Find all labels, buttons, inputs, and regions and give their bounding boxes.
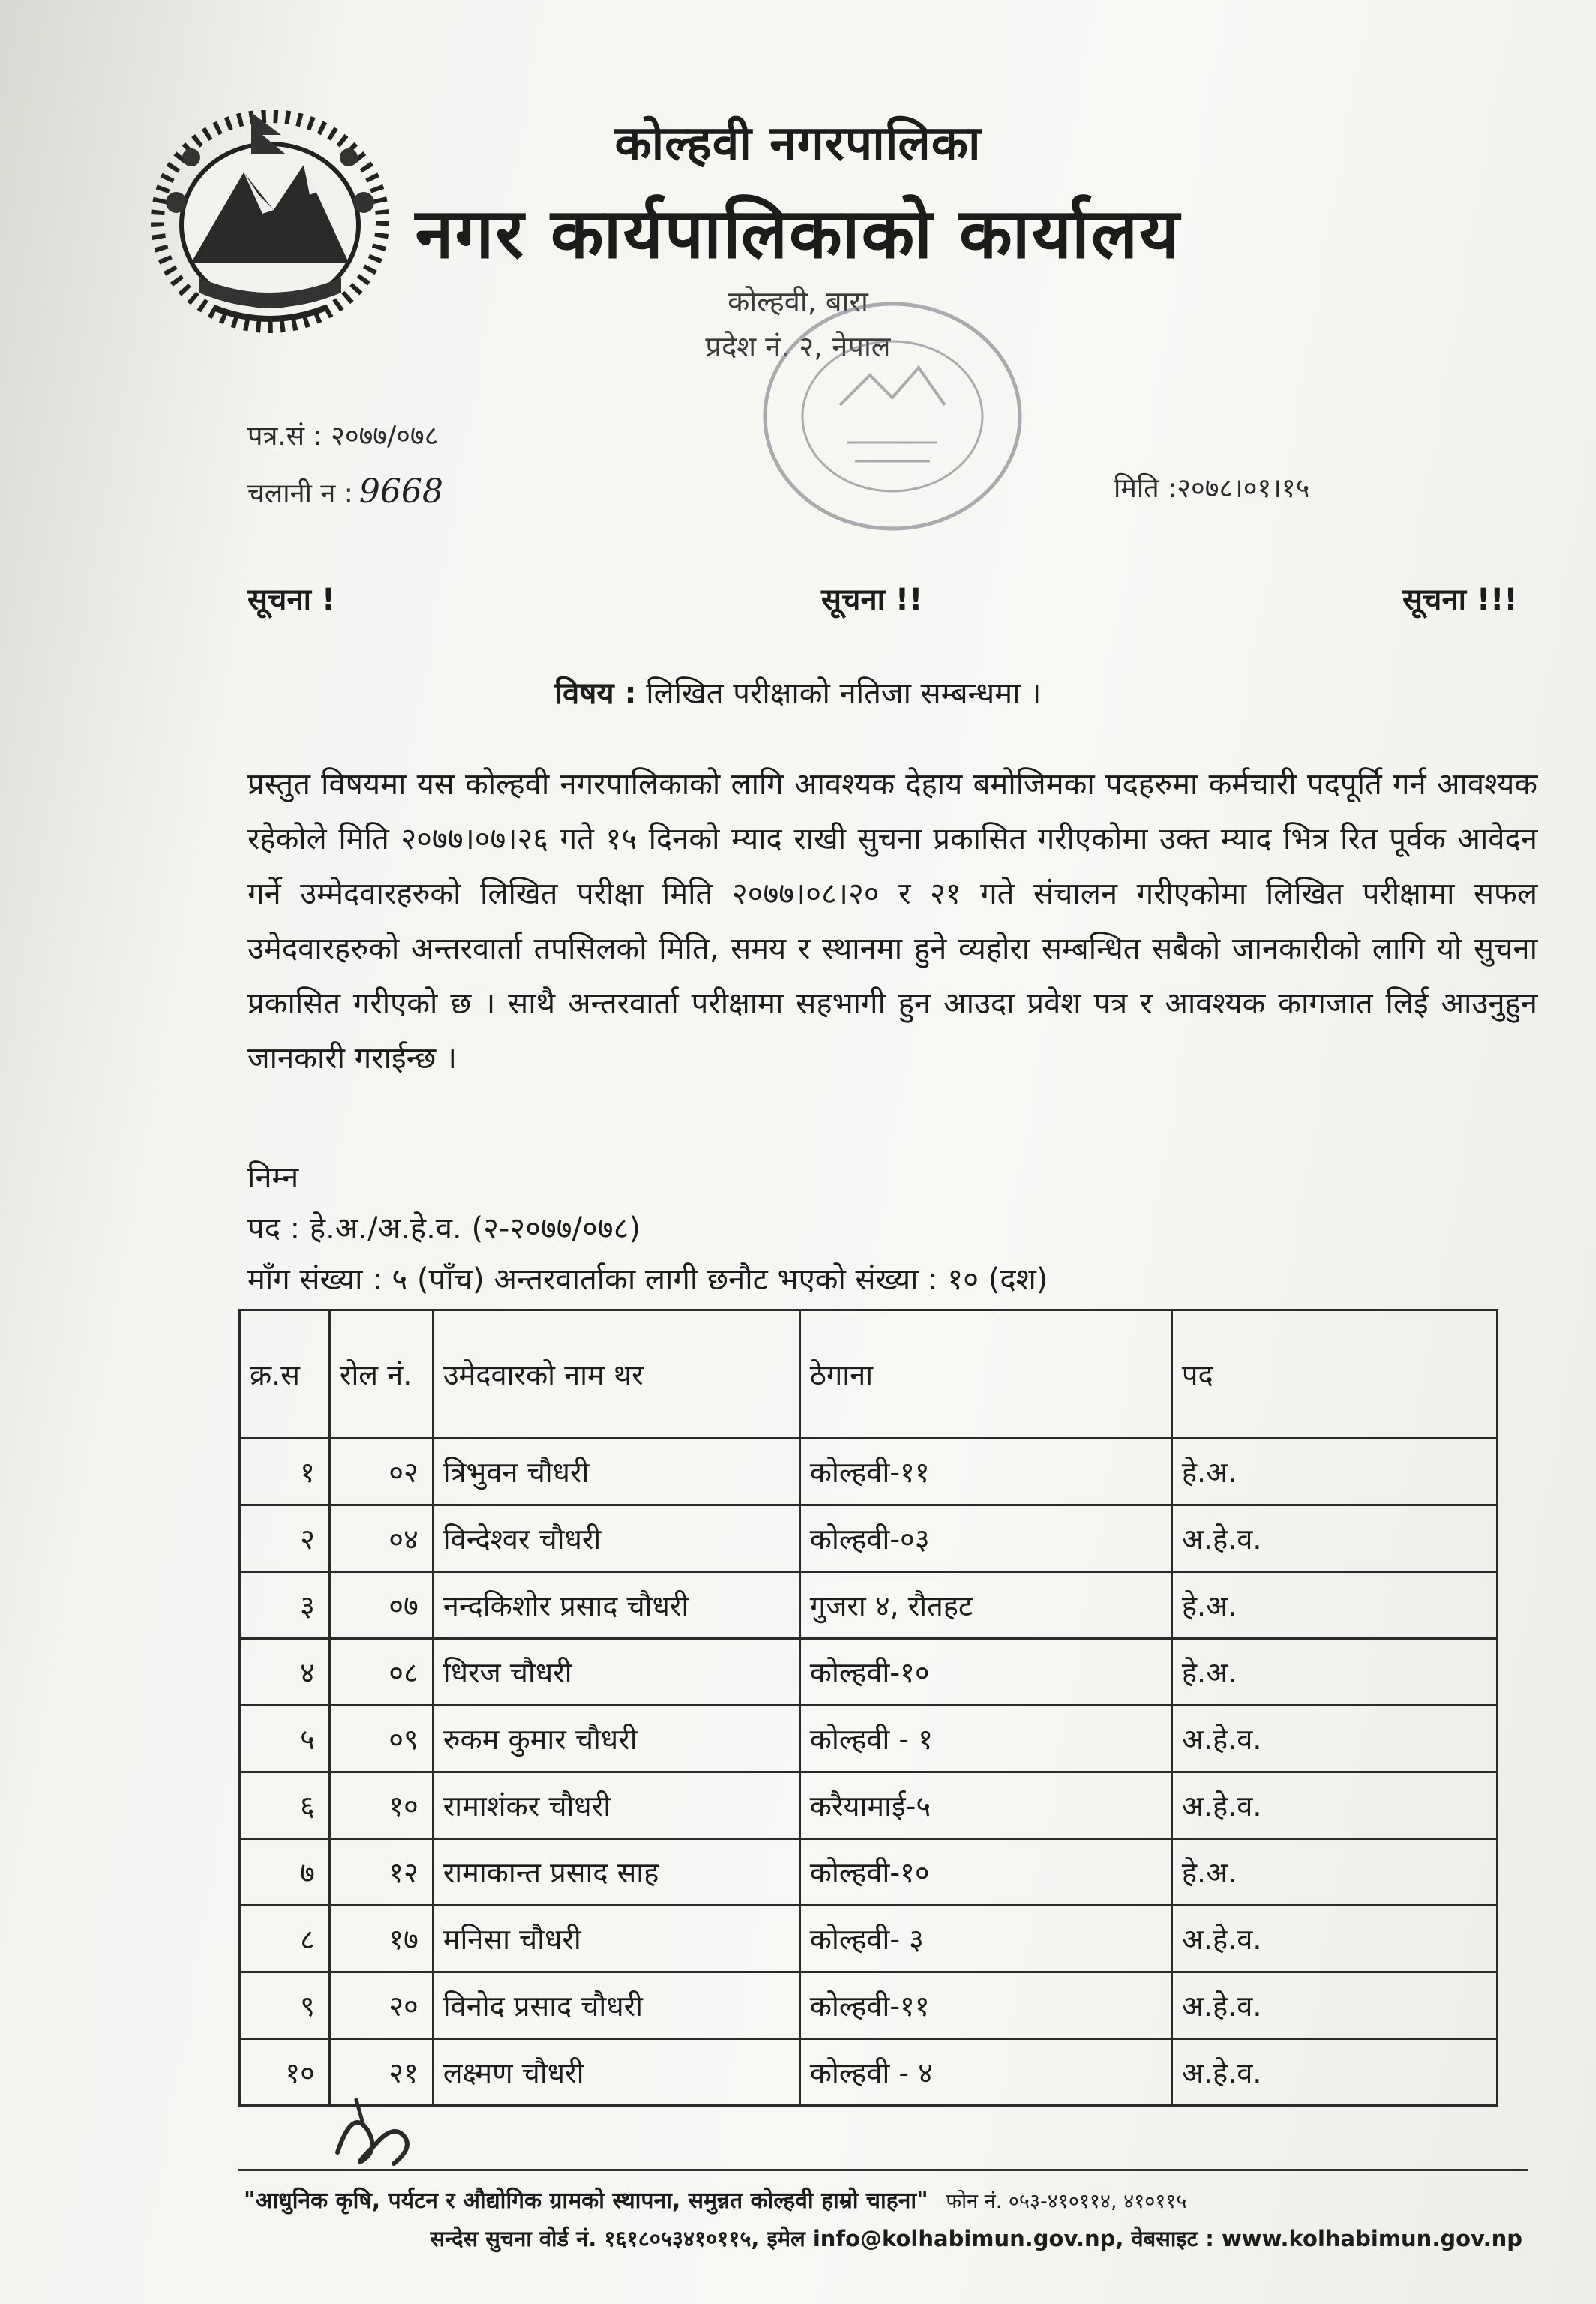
municipality-name: कोल्हवी नगरपालिका [614,116,982,172]
cell-name: रुकम कुमार चौधरी [433,1706,800,1772]
document-date [1114,469,1310,506]
header-roll: रोल नं. [329,1310,433,1438]
cell-serial: १ [240,1438,330,1505]
cell-address: कोल्हवी-११ [800,1438,1172,1505]
footer-slogan: "आधुनिक कृषि, पर्यटन र औद्योगिक ग्रामको स्थापना, समुन्नत कोल्हवी हाम्रो चाहना" [244,2188,928,2214]
cell-post: अ.हे.व. [1172,2039,1497,2106]
subject-text: लिखित परीक्षाको नतिजा सम्बन्धमा । [646,676,1042,711]
cell-roll: ०८ [329,1639,433,1706]
cell-serial: १० [240,2039,330,2106]
cell-serial: ३ [240,1572,330,1639]
cell-name: लक्ष्मण चौधरी [433,2039,800,2106]
cell-serial: ५ [240,1706,330,1772]
cell-serial: ८ [240,1906,330,1972]
cell-address: करैयामाई-५ [800,1772,1172,1839]
cell-post: अ.हे.व. [1172,1505,1497,1572]
cell-address: कोल्हवी-०३ [800,1505,1172,1572]
cell-post: हे.अ. [1172,1572,1497,1639]
date-label: मिति : [1114,473,1178,504]
cell-address: गुजरा ४, रौतहट [800,1572,1172,1639]
subject-line [0,671,1596,712]
handwritten-signature [322,2092,428,2175]
cell-name: नन्दकिशोर प्रसाद चौधरी [433,1572,800,1639]
table-row [240,1839,1498,1906]
cell-post: अ.हे.व. [1172,1706,1497,1772]
table-row [240,1772,1498,1839]
footer-contact: सन्देस सुचना वोर्ड नं. १६१८०५३४१०११५, इमेल info@kolhabimun.gov.np, वेबसाइट : www.kolhabimun.gov.np [430,2226,1522,2252]
cell-roll: २१ [329,2039,433,2106]
notice-left: सूचना ! [248,583,336,617]
cell-post: अ.हे.व. [1172,1772,1497,1839]
cell-name: विनोद प्रसाद चौधरी [433,1972,800,2039]
body-paragraph: प्रस्तुत विषयमा यस कोल्हवी नगरपालिकाको लागि आवश्यक देहाय बमोजिमका पदहरुमा कर्मचारी पदपूर्ति गर्न आवश्यक रहेकोले मिति २०७७।०७।२६ गते १५ दिनको म्याद राखी सुचना प्रकासित गरीएकोमा उक्त म्याद भित्र रित पूर्वक आवेदन गर्ने उम्मेदवारहरुको लिखित परीक्षा मिति २०७७।०८।२० र २१ गते संचालन गरीएकोमा लिखित परीक्षामा सफल उमेदवारहरुको अन्तरवार्ता तपसिलको मिति, समय र स्थानमा हुने व्यहोरा सम्बन्धित सबैको जानकारीको लागि यो सुचना प्रकासित गरीएको छ । साथै अन्तरवार्ता परीक्षामा सहभागी हुन आउदा प्रवेश पत्र र आवश्यक कागजात लिई आउनुहुन जानकारी गराईन्छ । [248,767,1538,1076]
cell-address: कोल्हवी- ३ [800,1906,1172,1972]
table-row [240,2039,1498,2106]
cell-post: हे.अ. [1172,1438,1497,1505]
header-serial: क्र.स [240,1310,330,1438]
dispatch-number-value: 9668 [358,472,443,511]
cell-roll: ०४ [329,1505,433,1572]
notice-center: सूचना !! [821,583,923,617]
cell-roll: ०२ [329,1438,433,1505]
cell-serial: ७ [240,1839,330,1906]
cell-name: त्रिभुवन चौधरी [433,1438,800,1505]
header-address: ठेगाना [800,1310,1172,1438]
date-value: २०७८।०१।१५ [1177,473,1310,504]
cell-address: कोल्हवी-११ [800,1972,1172,2039]
subject-label: विषय : [554,676,637,711]
municipality-office-seal-icon [750,292,1035,540]
cell-post: अ.हे.व. [1172,1972,1497,2039]
cell-name: विन्देश्वर चौधरी [433,1505,800,1572]
cell-address: कोल्हवी-१० [800,1639,1172,1706]
nimna-label: निम्न [248,1160,299,1195]
cell-address: कोल्हवी - १ [800,1706,1172,1772]
cell-name: रामाकान्त प्रसाद साह [433,1839,800,1906]
dispatch-number-label: चलानी न : [248,478,353,509]
cell-serial: ९ [240,1972,330,2039]
cell-post: अ.हे.व. [1172,1906,1497,1972]
cell-roll: १२ [329,1839,433,1906]
header-post: पद [1172,1310,1497,1438]
office-title: नगर कार्यपालिकाको कार्यालय [415,194,1181,274]
cell-serial: २ [240,1505,330,1572]
address-line-2: प्रदेश नं. २, नेपाल [705,330,891,363]
table-row [240,1706,1498,1772]
cell-name: धिरज चौधरी [433,1639,800,1706]
footer-phone: फोन नं. ०५३-४१०११४, ४१०११५ [946,2190,1187,2213]
letter-number-label: पत्र.सं : [248,421,332,452]
footer-slogan-line [244,2184,1534,2215]
dispatch-number [248,472,443,511]
cell-address: कोल्हवी - ४ [800,2039,1172,2106]
cell-roll: १० [329,1772,433,1839]
header-name: उमेदवारको नाम थर [433,1310,800,1438]
table-row [240,1505,1498,1572]
cell-serial: ४ [240,1639,330,1706]
table-header-row [240,1310,1498,1438]
table-row [240,1906,1498,1972]
cell-name: रामाशंकर चौधरी [433,1772,800,1839]
cell-roll: ०७ [329,1572,433,1639]
cell-post: हे.अ. [1172,1839,1497,1906]
footer-divider [238,2169,1528,2171]
address-line-1: कोल्हवी, बारा [728,285,868,318]
table-row [240,1972,1498,2039]
cell-name: मनिसा चौधरी [433,1906,800,1972]
cell-roll: २० [329,1972,433,2039]
table-row [240,1438,1498,1505]
cell-roll: ०९ [329,1706,433,1772]
cell-post: हे.अ. [1172,1639,1497,1706]
letter-number-value: २०७७/०७८ [331,421,439,452]
notice-right: सूचना !!! [1402,583,1518,617]
cell-serial: ६ [240,1772,330,1839]
table-row [240,1572,1498,1639]
cell-address: कोल्हवी-१० [800,1839,1172,1906]
cell-roll: १७ [329,1906,433,1972]
table-row [240,1639,1498,1706]
demand-line: माँग संख्या : ५ (पाँच) अन्तरवार्ताका लागी छनौट भएको संख्या : १० (दश) [248,1262,1048,1297]
candidate-table [238,1309,1498,2107]
post-line: पद : हे.अ./अ.हे.व. (२-२०७७/०७८) [248,1211,640,1246]
letter-number [248,416,438,453]
